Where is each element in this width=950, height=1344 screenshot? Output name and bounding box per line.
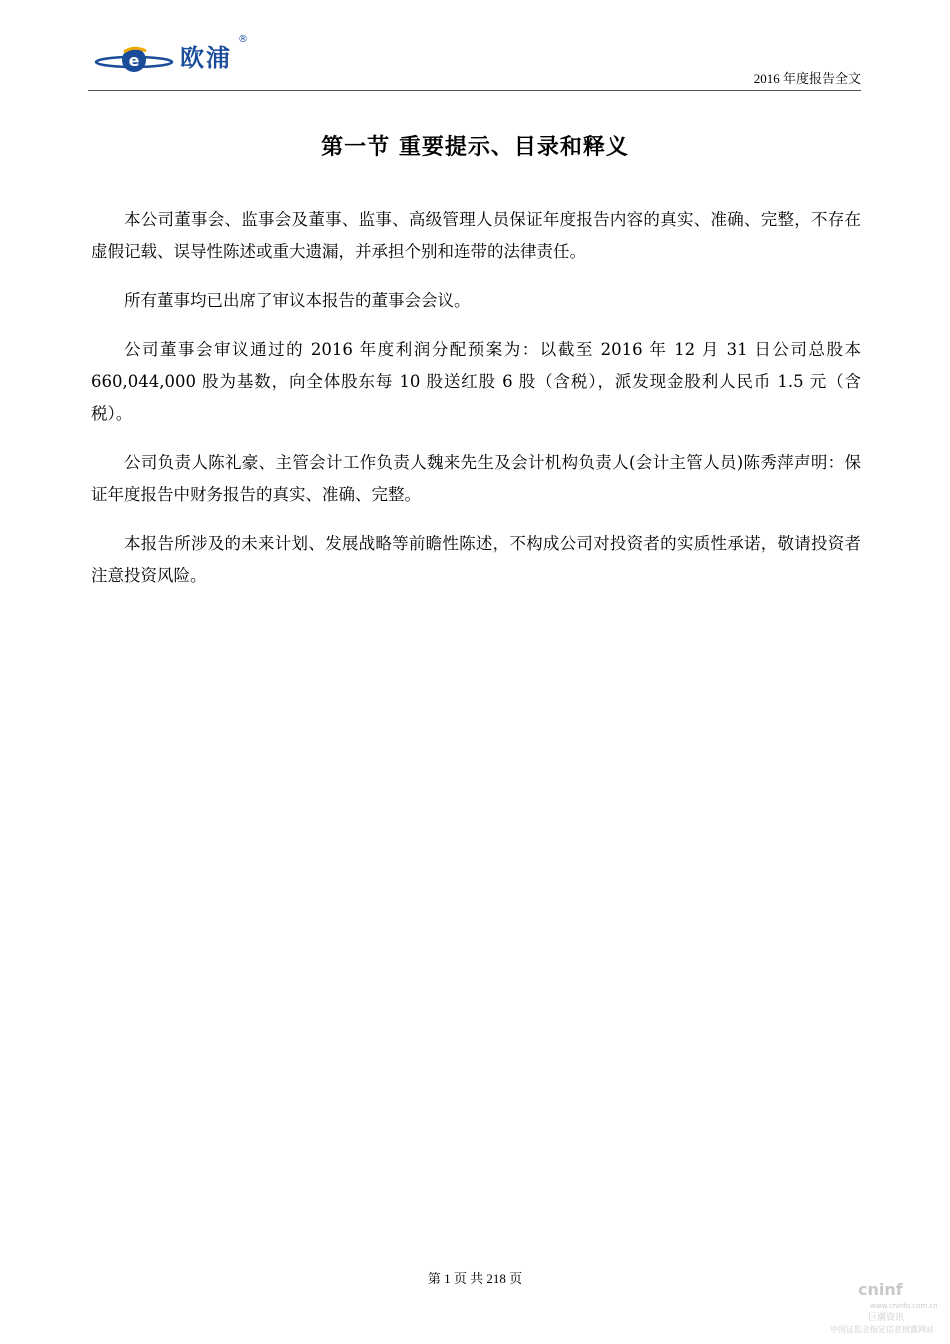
logo-text: 欧浦: [180, 44, 232, 72]
watermark-url: www.cninfo.com.cn: [870, 1302, 938, 1310]
important-notice-body: [91, 204, 861, 609]
registered-mark: ®: [238, 34, 248, 45]
page-header: [88, 36, 861, 91]
paragraph-risk: 本报告所涉及的未来计划、发展战略等前瞻性陈述，不构成公司对投资者的实质性承诺，敬请投资者注意投资风险。: [91, 534, 861, 585]
paragraph-attendance: 所有董事均已出席了审议本报告的董事会会议。: [124, 291, 471, 310]
cninfo-watermark: [830, 1266, 940, 1336]
svg-text:e: e: [128, 51, 140, 70]
paragraph-responsibility: 本公司董事会、监事会及董事、监事、高级管理人员保证年度报告内容的真实、准确、完整，不存在虚假记载、误导性陈述或重大遗漏，并承担个别和连带的法律责任。: [91, 210, 861, 261]
section-title: 第一节 重要提示、目录和释义: [321, 135, 629, 160]
paragraph-dividend: 公司董事会审议通过的 2016 年度利润分配预案为：以截至 2016 年 12 月 31 日公司总股本 660,044,000 股为基数，向全体股东每 10 股送红股 6 股（含税），派发现金股利人民币 1.5 元（含税）。: [91, 340, 861, 423]
paragraph-declaration: 公司负责人陈礼豪、主管会计工作负责人魏来先生及会计机构负责人(会计主管人员)陈秀萍声明：保证年度报告中财务报告的真实、准确、完整。: [91, 453, 861, 504]
page-number: 第 1 页 共 218 页: [427, 1271, 523, 1286]
company-logo-icon: [94, 42, 264, 76]
watermark-brand: cninf: [858, 1280, 903, 1299]
watermark-sub: 巨潮资讯: [868, 1313, 905, 1323]
watermark-tagline: 中国证监会指定信息披露网站: [830, 1325, 934, 1334]
report-label: 2016 年度报告全文: [753, 71, 861, 86]
